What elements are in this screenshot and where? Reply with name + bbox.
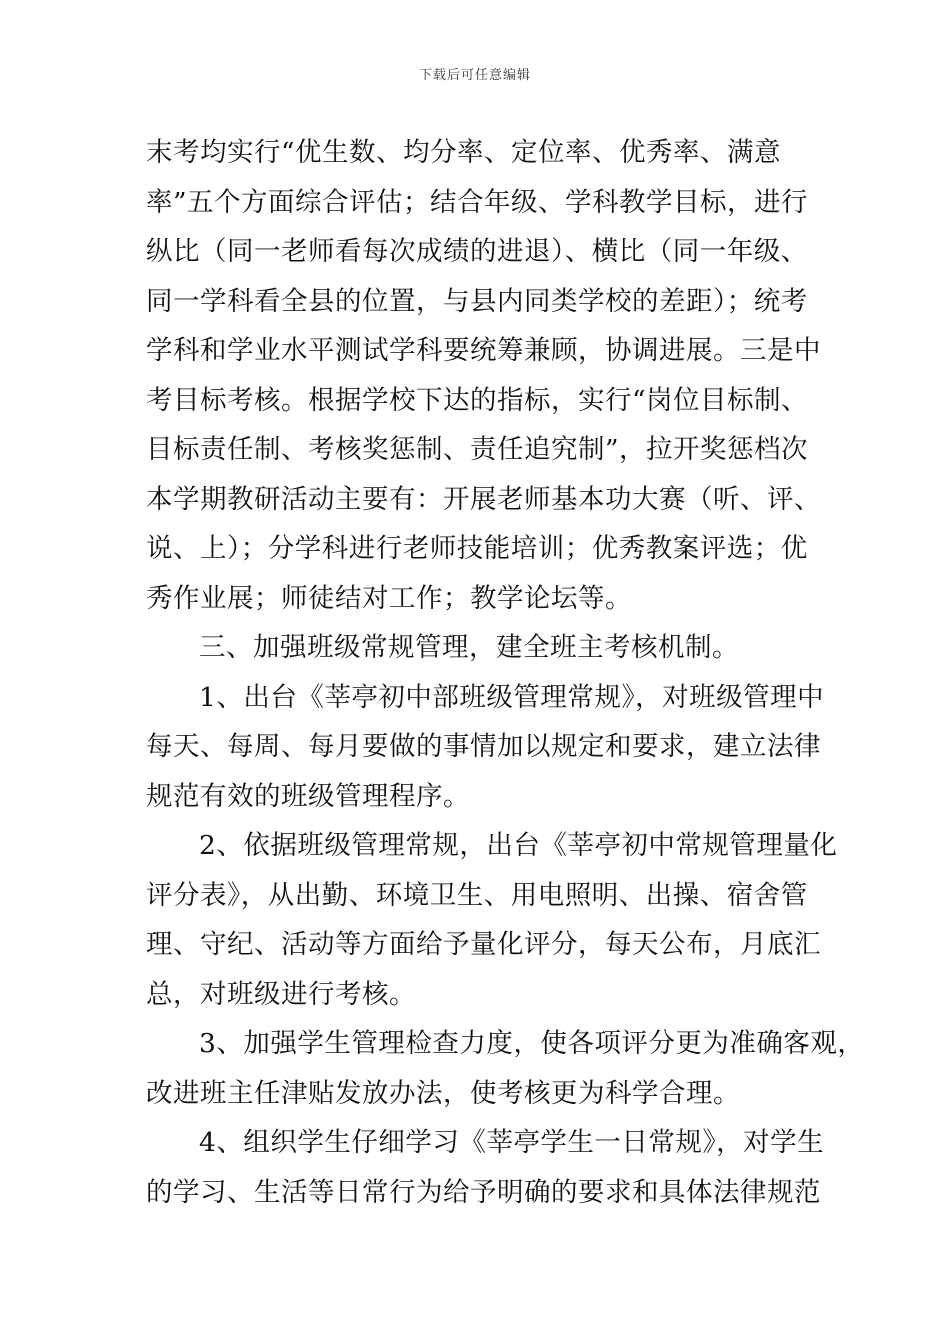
- text-line: 总，对班级进行考核。: [146, 978, 416, 1010]
- text-line: 3、加强学生管理检查力度，使各项评分更为准确客观，: [199, 1028, 865, 1059]
- text-line: 2、依据班级管理常规，出台《莘亭初中常规管理量化: [199, 830, 838, 861]
- text-line: 改进班主任津贴发放办法，使考核更为科学合理。: [146, 1077, 740, 1109]
- text-line: 1、出台《莘亭初中部班级管理常规》，对班级管理中: [199, 681, 825, 713]
- text-line: 的学习、生活等日常行为给予明确的要求和具体法律规范: [146, 1176, 821, 1208]
- text-line: 4、组织学生仔细学习《莘亭学生一日常规》，对学生: [199, 1127, 825, 1158]
- text-line: 考目标考核。根据学校下达的指标，实行“岗位目标制、: [146, 384, 809, 416]
- text-line: 秀作业展；师徒结对工作；教学论坛等。: [146, 582, 632, 614]
- text-line: 纵比（同一老师看每次成绩的进退）、横比（同一年级、: [146, 236, 808, 267]
- text-line: 末考均实行“优生数、均分率、定位率、优秀率、满意: [146, 137, 782, 168]
- text-line: 每天、每周、每月要做的事情加以规定和要求，建立法律: [146, 731, 821, 762]
- text-line: 规范有效的班级管理程序。: [146, 780, 470, 812]
- document-body: [146, 128, 865, 1217]
- page-header: 下载后可任意编辑: [418, 68, 531, 83]
- section-heading: 三、加强班级常规管理，建全班主考核机制。: [199, 632, 739, 663]
- text-line: 学科和学业水平测试学科要统筹兼顾，协调进展。三是中: [146, 335, 821, 366]
- text-line: 同一学科看全县的位置，与县内同类学校的差距）；统考: [146, 285, 808, 317]
- text-line: 率”五个方面综合评估；结合年级、学科教学目标，进行: [146, 186, 809, 218]
- text-line: 理、守纪、活动等方面给予量化评分，每天公布，月底汇: [146, 929, 821, 960]
- text-line: 说、上）；分学科进行老师技能培训；优秀教案评选；优: [146, 533, 808, 564]
- text-line: 本学期教研活动主要有：开展老师基本功大赛（听、评、: [146, 483, 821, 515]
- text-line: 目标责任制、考核奖惩制、责任追究制”，拉开奖惩档次: [146, 434, 809, 465]
- text-line: 评分表》，从出勤、环境卫生、用电照明、出操、宿舍管: [146, 879, 808, 911]
